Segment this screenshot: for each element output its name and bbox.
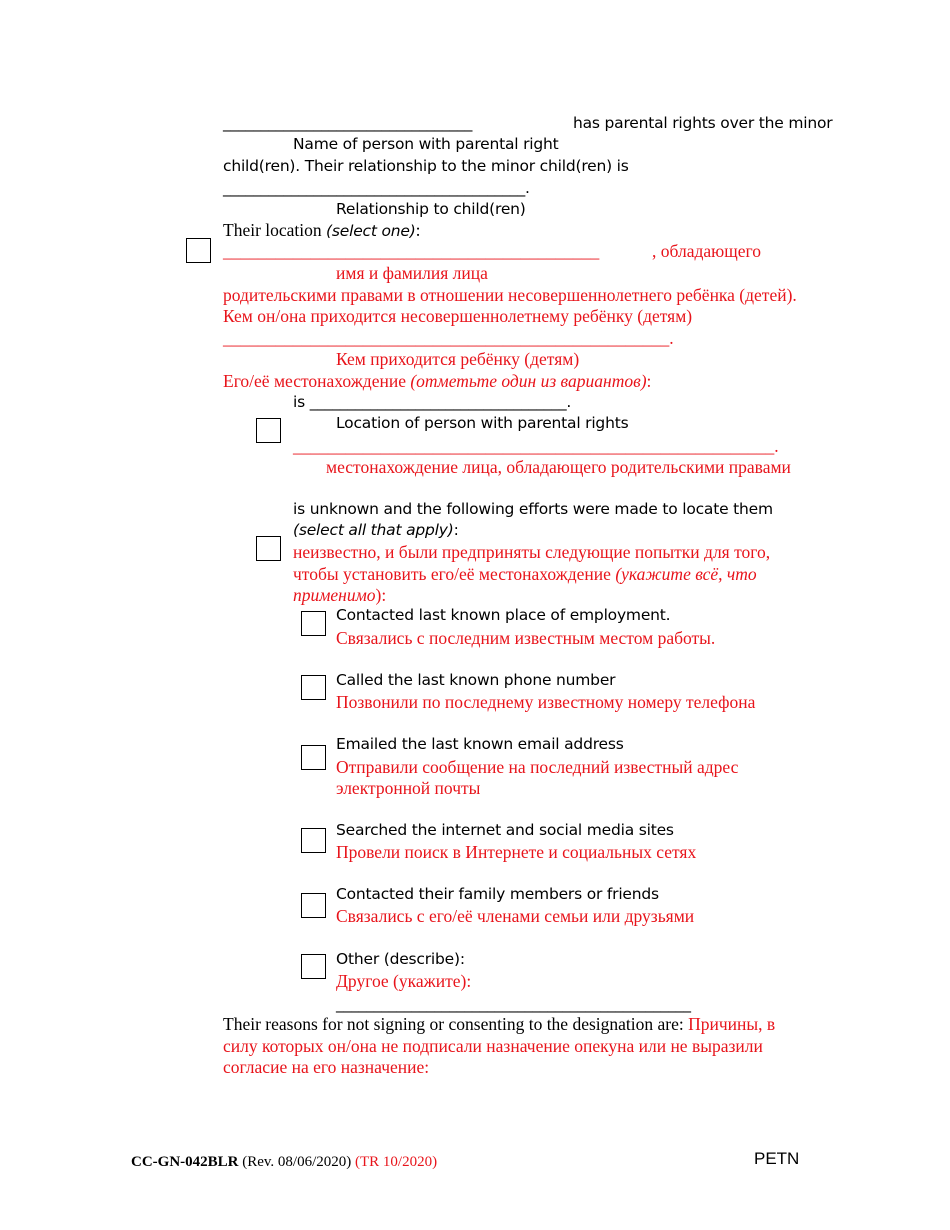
effort-email-label: Emailed the last known email address (336, 735, 624, 753)
ru-effort-phone-label: Позвонили по последнему известному номеру телефона (336, 692, 756, 712)
ru-unknown-location-colon: ): (375, 585, 387, 605)
known-location-is: is (293, 393, 310, 411)
effort-email-checkbox[interactable] (301, 745, 326, 770)
effort-internet-checkbox[interactable] (301, 828, 326, 853)
ru-effort-employment-label: Связались с последним известным местом работы. (336, 628, 716, 648)
ru-unknown-location-line2-text: чтобы установить его/её местонахождение (293, 564, 616, 584)
ru-parent-name-blank[interactable]: ___________________________________________ (223, 241, 600, 261)
form-code: CC-GN-042BLR (131, 1154, 239, 1170)
ru-unknown-location-line1: неизвестно, и были предприняты следующие попытки для того, (293, 542, 771, 562)
unknown-location-checkbox[interactable] (256, 536, 281, 561)
unknown-location-colon: : (453, 521, 459, 539)
form-translation: (TR 10/2020) (355, 1154, 438, 1170)
ru-effort-email-label-line2: электронной почты (336, 778, 481, 798)
effort-employment-checkbox[interactable] (301, 611, 326, 636)
ru-location-colon: : (646, 371, 652, 391)
location-colon: : (415, 220, 421, 240)
ru-effort-email-label: Отправили сообщение на последний известный адрес (336, 757, 739, 777)
ru-relationship-blank[interactable]: ___________________________________________________. (223, 328, 674, 348)
effort-phone-checkbox[interactable] (301, 675, 326, 700)
ru-effort-family-label: Связались с его/её членами семьи или друзьями (336, 906, 695, 926)
known-location-blank[interactable]: __________________________________. (309, 393, 572, 411)
ru-effort-internet-label: Провели поиск в Интернете и социальных сетях (336, 842, 697, 862)
known-location-checkbox[interactable] (256, 418, 281, 443)
ru-known-location-blank[interactable]: _______________________________________________________. (293, 436, 779, 456)
ru-parent-name-caption: имя и фамилия лица (336, 263, 488, 283)
ru-location-label-text: Его/её местонахождение (223, 371, 411, 391)
reasons-ru-start: Причины, в (688, 1014, 776, 1034)
ru-location-select-hint: (отметьте один из вариантов) (410, 371, 647, 391)
known-location-line (293, 391, 571, 413)
location-label (223, 219, 420, 242)
effort-other-label: Other (describe): (336, 950, 465, 968)
effort-phone-label: Called the last known phone number (336, 671, 616, 689)
effort-internet-label: Searched the internet and social media sites (336, 821, 674, 839)
known-location-caption: Location of person with parental rights (336, 414, 629, 432)
ru-parental-rights-line2: родительскими правами в отношении несовершеннолетнего ребёнка (детей). (223, 285, 797, 305)
ru-known-location-caption: местонахождение лица, обладающего родительскими правами (326, 457, 791, 477)
form-footer (131, 1151, 437, 1173)
ru-relationship-text: Кем он/она приходится несовершеннолетнему ребёнку (детям) (223, 306, 693, 326)
relationship-text: child(ren). Their relationship to the minor child(ren) is (223, 157, 629, 175)
parent-name-caption: Name of person with parental right (293, 135, 559, 153)
relationship-blank[interactable]: ________________________________________. (223, 179, 530, 197)
ru-relationship-caption: Кем приходится ребёнку (детям) (336, 349, 580, 369)
other-description-blank[interactable]: _______________________________________________ (336, 995, 691, 1013)
document-type: PETN (754, 1149, 800, 1168)
parental-rights-text: has parental rights over the minor (573, 114, 833, 132)
ru-unknown-location-hint-end: применимо (293, 585, 376, 605)
effort-other-checkbox[interactable] (301, 954, 326, 979)
reasons-line1 (223, 1013, 775, 1035)
ru-unknown-location-hint: (укажите всё, что (615, 564, 757, 584)
ru-location-label (223, 370, 651, 392)
reasons-en: Their reasons for not signing or consenting to the designation are: (223, 1014, 689, 1034)
location-select-hint: (select one) (326, 222, 416, 240)
unknown-location-line1: is unknown and the following efforts were made to locate them (293, 500, 773, 518)
location-label-text: Their location (223, 220, 327, 240)
relationship-caption: Relationship to child(ren) (336, 200, 526, 218)
ru-unknown-location-line3 (293, 584, 386, 606)
parent-info-checkbox[interactable] (186, 238, 211, 263)
ru-unknown-location-line2 (293, 563, 757, 585)
reasons-ru-line2: силу которых он/она не подписали назначение опекуна или не выразили (223, 1036, 763, 1056)
ru-effort-other-label: Другое (укажите): (336, 971, 472, 991)
ru-parental-rights-text: , обладающего (652, 241, 761, 261)
form-revision: (Rev. 08/06/2020) (238, 1154, 356, 1170)
effort-family-checkbox[interactable] (301, 893, 326, 918)
unknown-location-line2 (293, 519, 459, 541)
effort-employment-label: Contacted last known place of employment. (336, 606, 671, 624)
effort-family-label: Contacted their family members or friends (336, 885, 659, 903)
reasons-ru-line3: согласие на его назначение: (223, 1057, 430, 1077)
unknown-location-select-hint: (select all that apply) (293, 521, 454, 539)
parent-name-blank[interactable]: _________________________________ (223, 114, 473, 132)
